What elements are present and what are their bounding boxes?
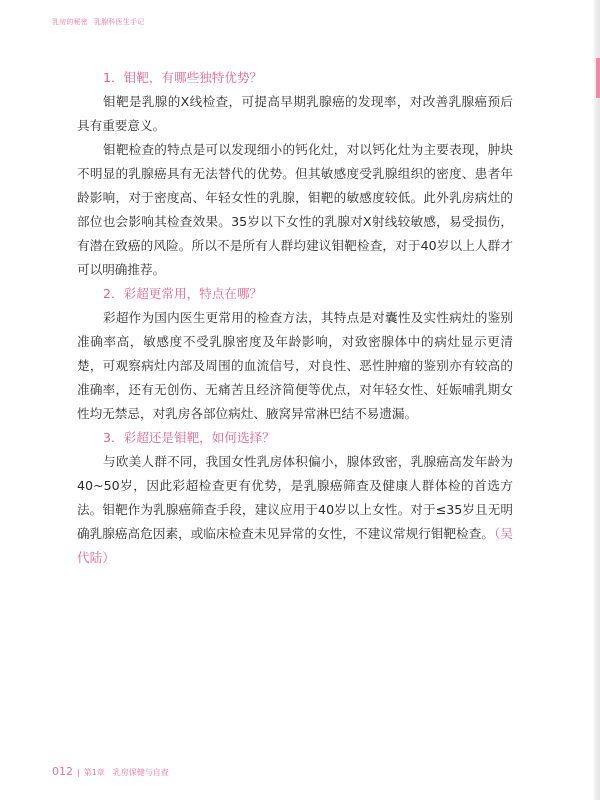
- chapter-title: 第1章 乳房保健与自查: [83, 768, 169, 777]
- paragraph-text: 与欧美人群不同，我国女性乳房体积偏小，腺体致密，乳腺癌高发年龄为40~50岁，因此彩超检查更有优势，是乳腺癌筛查及健康人群体检的首选方法。钼靶作为乳腺癌筛查手段，建议应用于40岁以上女性。对于≤35岁且无明确乳腺癌高危因素，或临床检查未见异常的女性，不建议常规行钼靶检查。: [77, 454, 513, 541]
- running-head: [52, 17, 144, 27]
- chapter-edge-tab: [596, 58, 600, 98]
- author-credit: （吴代陆）: [77, 526, 514, 565]
- book-title: 乳房的秘密: [52, 18, 88, 26]
- paragraph: 钼靶检查的特点是可以发现细小的钙化灶，对以钙化灶为主要表现，肿块不明显的乳腺癌具有无法替代的优势。但其敏感度受乳腺组织的密度、患者年龄影响，对于密度高、年轻女性的乳腺，钼靶的敏感度较低。此外乳房病灶的部位也会影响其检查效果。35岁以下女性的乳腺对X射线较敏感，易受损伤，有潜在致癌的风险。所以不是所有人群均建议钼靶检查，对于40岁以上人群才可以明确推荐。: [77, 142, 513, 277]
- section-heading-2: 2．彩超更常用，特点在哪？: [103, 286, 263, 301]
- section-heading-3: 3．彩超还是钼靶，如何选择？: [103, 430, 275, 445]
- paragraph-with-author: [77, 450, 513, 570]
- page-footer: [52, 765, 169, 778]
- page-edge: [594, 0, 600, 800]
- page-number: 012: [52, 765, 73, 778]
- paragraph: 钼靶是乳腺的X线检查，可提高早期乳腺癌的发现率，对改善乳腺癌预后具有重要意义。: [77, 94, 513, 133]
- footer-separator: |: [77, 768, 80, 777]
- book-subtitle: 乳腺科医生手记: [94, 18, 145, 26]
- paragraph: 彩超作为国内医生更常用的检查方法，其特点是对囊性及实性病灶的鉴别准确率高，敏感度不受乳腺密度及年龄影响，对致密腺体中的病灶显示更清楚，可观察病灶内部及周围的血流信号，对良性、恶性肿瘤的鉴别亦有较高的准确率，还有无创伤、无痛苦且经济简便等优点，对年轻女性、妊娠哺乳期女性均无禁忌，对乳房各部位病灶、腋窝异常淋巴结不易遗漏。: [77, 310, 513, 421]
- section-heading-1: 1．钼靶，有哪些独特优势？: [103, 70, 263, 85]
- article-body: [77, 66, 513, 570]
